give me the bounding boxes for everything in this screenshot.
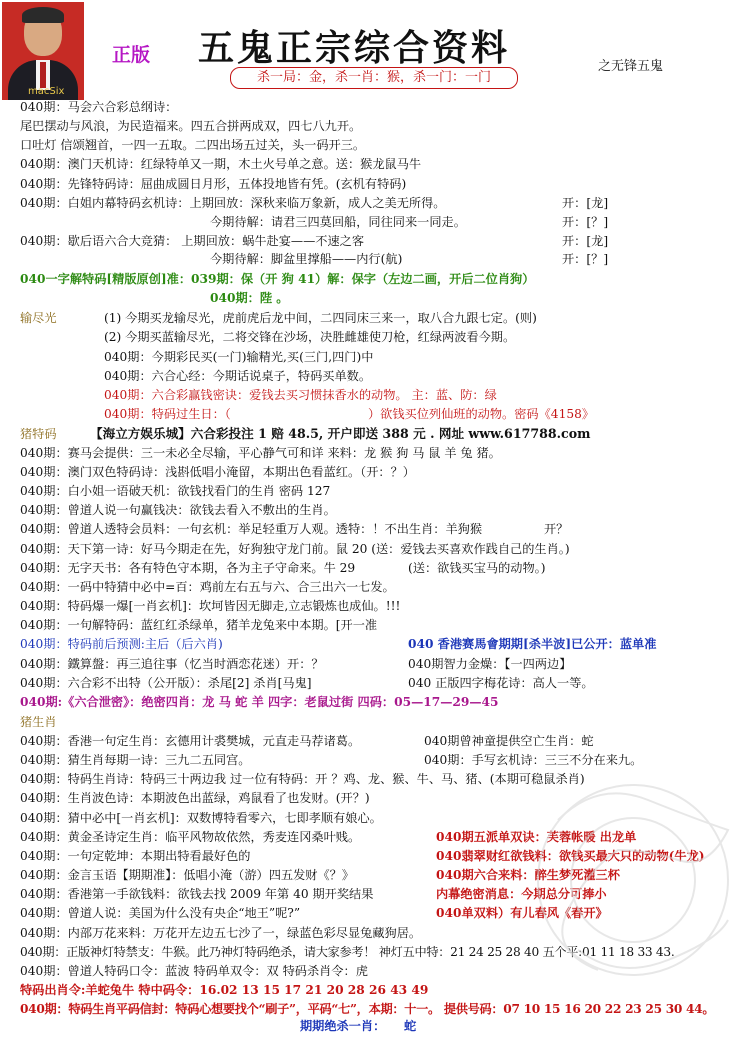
text-line: 040期：香港第一手欲钱料：欲钱去找 2009 年第 40 期开奖结果	[20, 887, 374, 901]
text-line: (送：欲钱买宝马的动物。)	[408, 561, 546, 575]
text-line: 040期智力金燥：【一四两边】	[408, 657, 572, 671]
text-line: 040期：无字天书：各有特色守本期，各为主子守命来。牛 29	[20, 561, 356, 575]
text-line: 040期：生肖波色诗：本期波色出蓝绿，鸡鼠看了也发财。(开？)	[20, 791, 370, 805]
ad-banner: 【海立方娱乐城】六合彩投注 1 赔 48.5, 开户即送 388 元 . 网址 www.617788.com	[90, 426, 591, 441]
text-line: 040期：曾道人透特会员料：一句玄机：举足轻重万人观。透特：！不出生肖：羊狗猴	[20, 522, 483, 536]
text-line: 040期：六合心经：今期话说桌子，特码买单数。	[104, 369, 372, 383]
text-line: (2) 今期买蓝输尽光，二将交锋在沙场，决胜雌雄使刀枪，红绿两波看今期。	[104, 330, 516, 344]
text-line: 040期：特码过生日：（	[104, 407, 231, 421]
text-line: (1) 今期买龙输尽光，虎前虎后龙中间，二四同床三来一，取八合九跟七定。(则)	[104, 311, 537, 325]
text-line: 蛇	[404, 1019, 417, 1033]
text-line: 040期：特码爆一爆[一肖玄机]：坎坷皆因无脚走,立志锻炼也成仙。!!!	[20, 599, 401, 613]
text-line: 040期曾神童提供空亡生肖：蛇	[424, 734, 594, 748]
photo-watermark: macSix	[28, 86, 65, 97]
text-line: 040期：手写玄机诗：三三不分在来九。	[424, 753, 643, 767]
text-line: 040期：六合彩赢钱密诀：爱钱去买习惯抹香水的动物。 主：蓝、防：绿	[104, 388, 497, 402]
open-result: 开：[？]	[562, 215, 609, 229]
text-line: 开？	[544, 522, 569, 536]
edition-label: 正版	[112, 44, 151, 66]
text-line: 040期五派单双诀：芙蓉帐暖 出龙单	[436, 830, 637, 844]
text-line: 040期：澳门双色特码诗：浅斟低唱小淹留，本期出色看蓝红。（开：？）	[20, 465, 415, 479]
text-line: 040期：先锋特码诗：屈曲成圆日月形，五体投地皆有凭。(玄机有特码)	[20, 177, 407, 191]
dragon-seal-image	[498, 760, 743, 1000]
text-line: 040期：特码前后预测:主后（后六肖)	[20, 637, 223, 651]
text-line: 040翡翠财红欲钱料：欲钱买最大只的动物(牛龙)	[436, 849, 705, 863]
text-line: 040期：歇后语六合大竞猜： 上期回放：蜗牛赴宴——不速之客	[20, 234, 365, 248]
text-line: 040期：天下第一诗：好马今期走在先，好狗独守龙门前。鼠 20 (送：爱钱去买喜欢作践自己的生肖。)	[20, 542, 570, 556]
author-name: 之无锋五鬼	[598, 59, 664, 74]
section-label: 输尽光	[20, 311, 57, 325]
text-line: 040 香港赛馬會期期[杀半波]已公开：蓝单准	[408, 637, 657, 651]
text-line: 040期：特码生肖诗：特码三十两边我 过一位有特码：开 ？鸡、龙、猴、牛、马、猪、(本期可稳鼠杀肖)	[20, 772, 585, 786]
text-line: 040期：一句解特码：蓝红红杀绿单，猪羊龙兔来中本期。[开一准	[20, 618, 378, 632]
text-line: ）欲钱买位列仙班的动物。密码《4158》	[368, 407, 595, 421]
text-line: 040期：金言玉语【期期准】：低唱小淹（游）四五发财《？》	[20, 868, 355, 882]
text-line: 040期：鐵算盤：再三追往事（忆当时酒恋花迷）开：？	[20, 657, 324, 671]
text-line: 040 正版四字梅花诗：高人一等。	[408, 676, 594, 690]
photo-hair	[22, 7, 64, 23]
text-line: 040期：猜中必中[一肖玄机]：双数博特看零六，七即孝顺有娘心。	[20, 811, 382, 825]
text-line: 040期：一句定乾坤：本期出特看最好色的	[20, 849, 251, 863]
text-line: 040期：白小姐一语破天机：欲钱找看门的生肖 密码 127	[20, 484, 331, 498]
text-line: 040期：内部万花来料：万花开左边五七沙了一，绿蓝色彩尽显兔藏狗居。	[20, 926, 422, 940]
text-line: 040单双料）有儿春风《春开》	[436, 906, 608, 920]
text-line: 040期：曾道人说：美国为什么没有央企“地王”呢?”	[20, 906, 301, 920]
open-result: 开：[龙]	[562, 234, 609, 248]
text-line: 040期：一码中特猜中必中=百：鸡前左右五与六、合三出六一七发。	[20, 580, 395, 594]
text-line: 040一字解特码[精版原创]准：039期：保（开 狗 41）解：保字（左边二画，开后二位肖狗）	[20, 272, 535, 286]
text-line: 040期：曾道人特码口令：蓝波 特码单双令：双 特码杀肖令：虎	[20, 964, 368, 978]
text-line: 040期：赛马会提供：三一未必全尽输，平心静气可和详 来料：龙 猴 狗 马 鼠 羊 兔 猪。	[20, 446, 501, 460]
text-line: 期期绝杀一肖：	[300, 1019, 386, 1033]
text-line: 040期：曾道人说一句赢钱决：欲钱去看入不敷出的生肖。	[20, 503, 336, 517]
text-line: 040期：黄金圣诗定生肖：临平风物故依然，秀麦连冈桑叶贱。	[20, 830, 361, 844]
text-line: 040期:《六合泄密》：绝密四肖：龙 马 蛇 羊 四字：老鼠过街 四码：05—17—29—45	[20, 695, 499, 709]
text-line: 040期：澳门天机诗：红绿特单又一期，木土火号单之意。送：猴龙鼠马牛	[20, 157, 422, 171]
author-photo	[2, 2, 84, 100]
text-line: 040期：特码生肖平码信封：特码心想要找个“刷子”，平码“七”，本期：十一。 提供号码：07 10 15 16 20 22 23 25 30 44。	[20, 1002, 715, 1016]
text-line: 口吐灯 信颂翘首，一四一五取。二四出场五过关，头一码开三。	[20, 138, 366, 152]
open-result: 开：[？]	[562, 252, 609, 266]
open-result: 开：[龙]	[562, 196, 609, 210]
page-title: 五鬼正宗综合资料	[198, 27, 511, 69]
text-line: 040期：猜生肖每期一诗：三九二五同宫。	[20, 753, 251, 767]
text-line: 040期：正版神灯特禁支：牛猴。此乃神灯特码绝杀，请大家参考！ 神灯五中特：21 24 25 28 40 五个平:01 11 18 33 43.	[20, 945, 675, 959]
section-label: 猪生肖	[20, 715, 57, 729]
text-line: 040期：六合彩不出特（公开版）：杀尾[2] 杀肖[马鬼]	[20, 676, 312, 690]
text-line: 今期待解：请君三四莫回船，同往同来一同走。	[210, 215, 466, 229]
text-line: 尾巴摆动与风浪，为民造福来。四五合拼两成双，四七八九开。	[20, 119, 362, 133]
text-line: 特码出肖令:羊蛇兔牛 特中码令：16.02 13 15 17 21 20 28 26 43 49	[20, 983, 429, 997]
section-label: 猪特码	[20, 427, 57, 441]
text-line: 040期：陛 。	[210, 291, 289, 305]
kill-summary-box: 杀一局：金，杀一肖：猴，杀一门：一门	[230, 67, 518, 89]
photo-tie	[40, 62, 46, 88]
text-line: 内幕绝密消息：今期总分可捧小	[436, 887, 607, 901]
text-line: 040期：马会六合彩总纲诗：	[20, 100, 178, 114]
text-line: 040期六合来料：醉生梦死灌三杯	[436, 868, 620, 882]
text-line: 040期：香港一句定生肖：玄德用计裘樊城，元直走马荐诸葛。	[20, 734, 361, 748]
text-line: 040期：白姐内幕特码玄机诗：上期回放：深秋来临万象新，成人之美无所得。	[20, 196, 446, 210]
text-line: 今期待解：脚盆里撑船——内行(航)	[210, 252, 403, 266]
text-line: 040期：今期彩民买(一门)输精光,买(三门,四门)中	[104, 350, 374, 364]
